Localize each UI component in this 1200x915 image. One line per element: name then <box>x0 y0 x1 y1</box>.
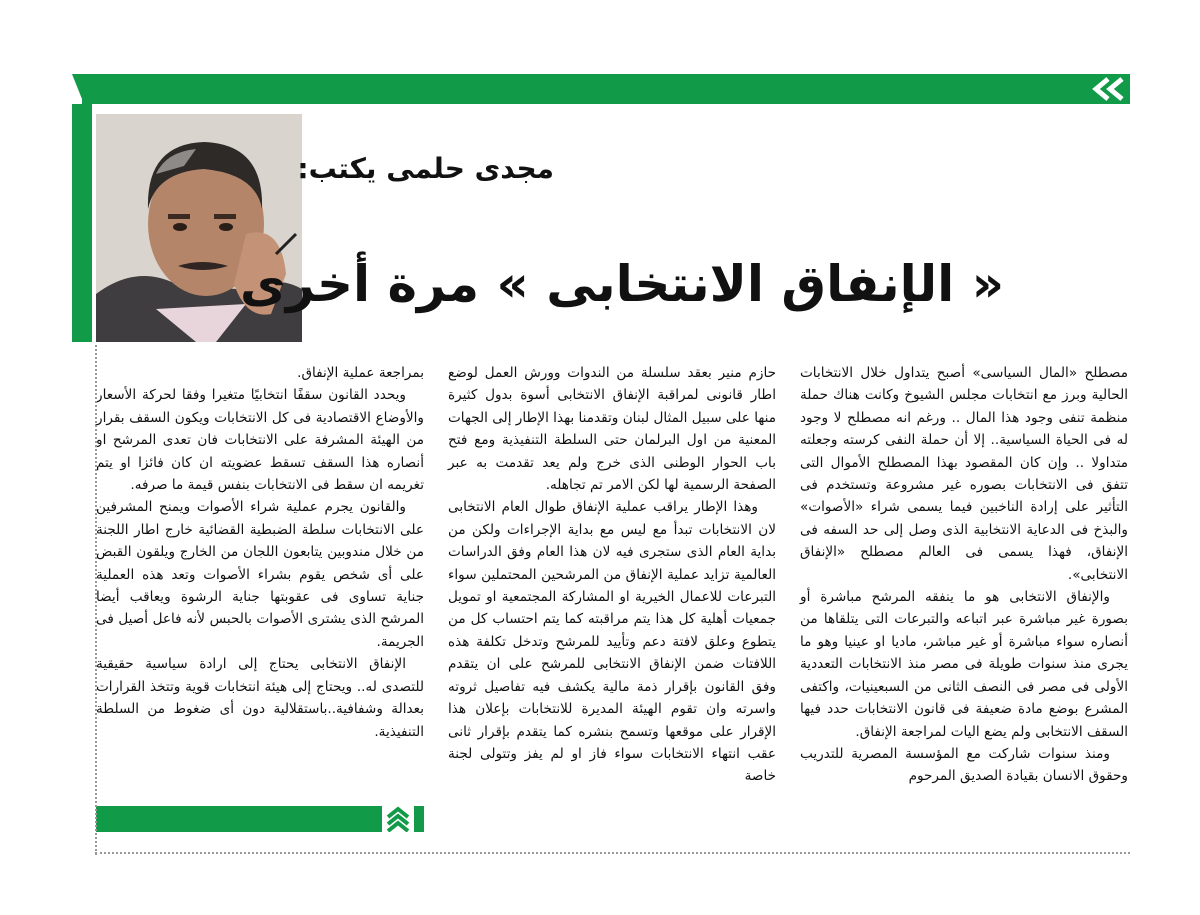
paragraph: حازم منير بعقد سلسلة من الندوات وورش العمل لوضع اطار قانونى لمراقبة الإنفاق الانتخابى أسوة بدول كثيرة منها على سبيل المثال لبنان وتقدمنا بهذا الإطار إلى الجهات المعنية من اول البرلمان حتى السلطة التنفيذية ومع فتح باب الحوار الوطنى الذى خرج ولم يعد تقدمت به عبر الصفحة الرسمية لها لكن الامر تم تجاهله. <box>448 365 776 494</box>
paragraph: والقانون يجرم عملية شراء الأصوات ويمنح المشرفين على الانتخابات سلطة الضبطية القضائية خارج اطار اللجنة من خلال مندوبين يتابعون اللجان من الخارج ويلقون القبض على أى شخص يقوم بشراء الأصوات وتعد هذه العملية جناية تساوى فى عقوبتها جناية الرشوة ويعاقب أيضا المرشح الذى يشترى الأصوات بالحبس لأنه فاعل أصيل فى الجريمة. <box>96 499 424 650</box>
paragraph: وهذا الإطار يراقب عملية الإنفاق طوال العام الانتخابى لان الانتخابات تبدأ مع ليس مع بداية الإجراءات ولكن من بداية العام الذى ستجرى فيه لان هذا العام وفق الدراسات العالمية تزايد عملية الإنفاق من المرشحين المحتملين سواء التبرعات للاعمال الخيرية او المشاركة المجتمعية او تمويل جمعيات أهلية كل هذا يتم مراقبته كما يتم احتساب كل من يتطوع وعلق لافتة دعم وتأييد للمرشح وتدخل تكلفة هذه اللافتات ضمن الإنفاق الانتخابى للمرشح على ان يتقدم وفق القانون بإقرار ذمة مالية يكشف فيه تفاصيل ثروته واسرته وان تقوم الهيئة المديرة للانتخابات بإعلان هذا الإقرار على موقعها وتسمح بنشره كما يتقدم بإقرار ثانى عقب انتهاء الانتخابات سواء فاز او لم يفز وتتولى لجنة خاصة <box>448 499 776 785</box>
paragraph: والإنفاق الانتخابى هو ما ينفقه المرشح مباشرة أو بصورة غير مباشرة عبر اتباعه والتبرعات التى يتلقاها من أنصاره سواء مباشرة أو غير مباشر، ماديا او عينيا وهو ما يجرى منذ سنوات طويلة فى مصر منذ الانتخابات التعددية الأولى فى مصر فى النصف الثانى من السبعينيات، واكتفى المشرع بوضع مادة ضعيفة فى قانون الانتخابات حدد فيها السقف الانتخابى ولم يضع اليات لمراجعة الإنفاق. <box>800 589 1128 740</box>
header-green-band <box>82 74 1130 104</box>
paragraph: الإنفاق الانتخابى يحتاج إلى ارادة سياسية حقيقية للتصدى له.. ويحتاج إلى هيئة انتخابات قوية وتتخذ القرارات بعدالة وشفافية..باستقلالية دون أى ضغوط من السلطة التنفيذية. <box>96 656 424 740</box>
stacked-chevron-logo-icon <box>382 806 414 832</box>
article-column-3 <box>96 362 424 743</box>
left-green-bar <box>72 104 92 342</box>
dotted-border-left <box>95 345 97 855</box>
paragraph: مصطلح «المال السياسى» أصبح يتداول خلال الانتخابات الحالية وبرز مع انتخابات مجلس الشيوخ وكانت هناك حملة منظمة تنفى وجود هذا المال .. ورغم انه مصطلح لا وجود له فى الحياة السياسية.. إلا أن حملة النفى كرسته وجعلته متداولا .. وإن كان المقصود بهذا المصطلح الأموال التى تتفق فى الانتخابات بصوره غير مشروعة وتستخدم فى التأثير على إرادة الناخبين فيما يسمى شراء «الأصوات» والبذخ فى الدعاية الانتخابية الذى وصل إلى حد السفه فى الإنفاق، فهذا يسمى فى العالم مصطلح «الإنفاق الانتخابى». <box>800 365 1128 583</box>
paragraph: ويحدد القانون سقفًا انتخابيًا متغيرا وفقا لحركة الأسعار والأوضاع الاقتصادية فى كل الانتخابات ويكون السقف بقرار من الهيئة المشرفة على الانتخابات فان تعدى المرشح او أنصاره هذا السقف تسقط عضويته ان كان فائزا او يتم تغريمه ان سقط فى الانتخابات بنفس قيمة ما صرفه. <box>96 387 424 494</box>
article-column-2 <box>448 362 776 788</box>
article-column-1 <box>800 362 1128 788</box>
footer-green-band <box>96 806 424 832</box>
author-byline: مجدى حلمى يكتب: <box>297 152 554 185</box>
paragraph: ومنذ سنوات شاركت مع المؤسسة المصرية للتدريب وحقوق الانسان بقيادة الصديق المرحوم <box>800 745 1128 785</box>
dotted-border-bottom <box>95 852 1130 854</box>
article-headline: « الإنفاق الانتخابى » مرة أخرى <box>240 255 1004 313</box>
paragraph: بمراجعة عملية الإنفاق. <box>297 365 424 381</box>
double-chevron-icon <box>1078 74 1130 104</box>
